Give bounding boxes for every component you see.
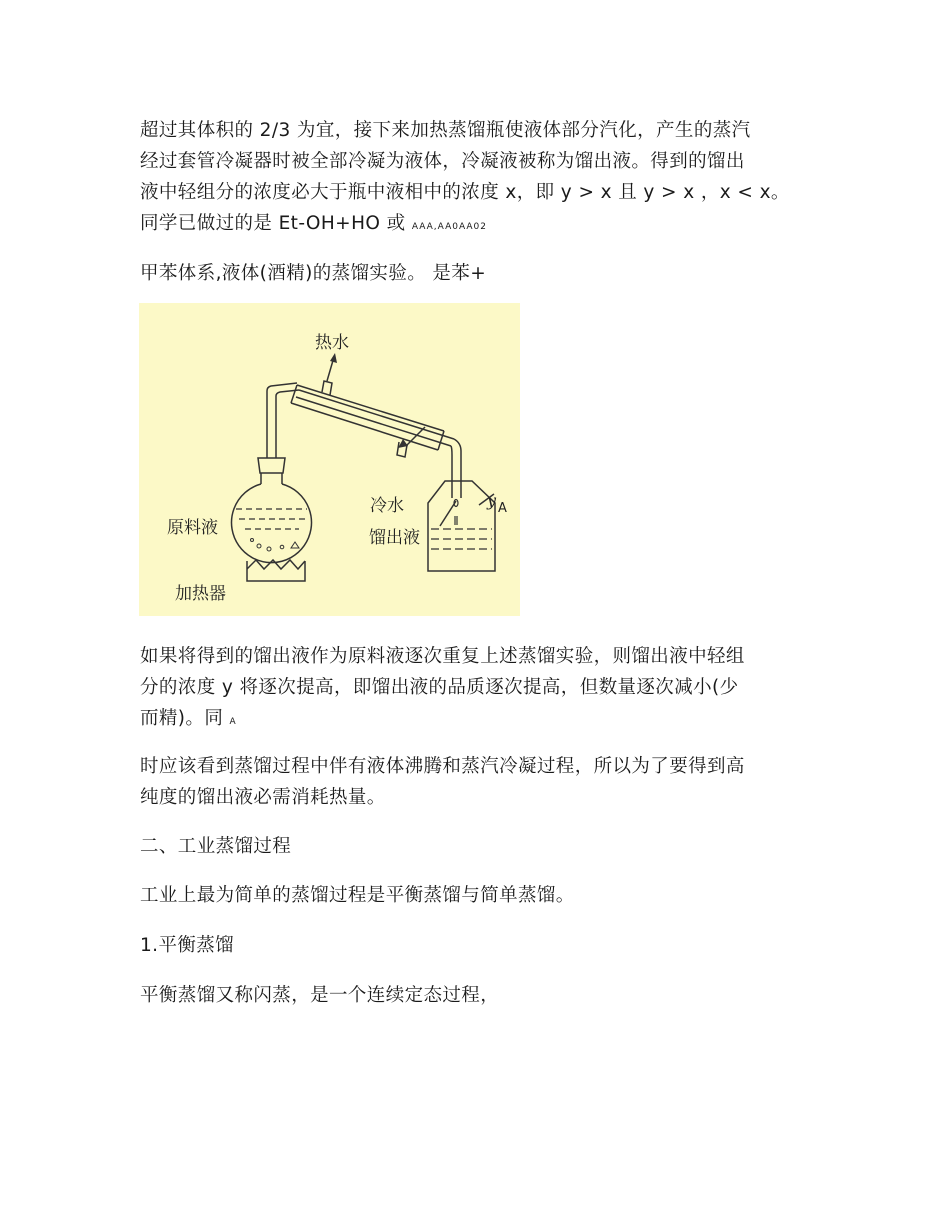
heater-label: 加热器 <box>175 584 226 604</box>
text-line: 时应该看到蒸馏过程中伴有液体沸腾和蒸汽冷凝过程，所以为了要得到高 <box>140 756 745 777</box>
paragraph-intro <box>140 115 820 243</box>
text-line: 纯度的馏出液必需消耗热量。 <box>140 787 386 808</box>
text-line: 液中轻组分的浓度必大于瓶中液相中的浓度 x，即 y > x 且 y > x ，x < x。 <box>140 182 790 203</box>
distillate-label: 馏出液 <box>369 528 420 548</box>
text-line: 经过套管冷凝器时被全部冷凝为液体，冷凝液被称为馏出液。得到的馏出 <box>140 151 745 172</box>
paragraph-flash-definition: 平衡蒸馏又称闪蒸，是一个连续定态过程， <box>140 985 500 1006</box>
distillation-apparatus-figure <box>139 303 520 616</box>
cold-water-label: 冷水 <box>370 496 404 516</box>
text-fragment: 同学已做过的是 Et-OH+HO 或 <box>140 213 406 234</box>
text-line <box>140 208 820 243</box>
paragraph-repeat-distillation <box>140 641 820 738</box>
subscript-text: AAA,AA0AA02 <box>411 222 487 232</box>
subsection-heading-equilibrium: 1.平衡蒸馏 <box>140 935 235 956</box>
paragraph-industrial-intro: 工业上最为简单的蒸馏过程是平衡蒸馏与简单蒸馏。 <box>140 885 575 906</box>
paragraph-heat-consumption <box>140 751 820 813</box>
subscript-text: A <box>229 717 237 727</box>
y-symbol-label: y <box>487 491 497 510</box>
paragraph-experiment: 甲苯体系,液体(酒精)的蒸馏实验。 是苯+ <box>140 263 487 284</box>
section-heading-industrial: 二、工业蒸馏过程 <box>140 836 292 857</box>
feed-liquid-label: 原料液 <box>167 518 218 538</box>
text-line: 分的浓度 y 将逐次提高，即馏出液的品质逐次提高，但数量逐次减小(少 <box>140 677 739 698</box>
text-line: 如果将得到的馏出液作为原料液逐次重复上述蒸馏实验，则馏出液中轻组 <box>140 646 745 667</box>
text-line <box>140 703 820 738</box>
a-subscript-label: A <box>498 501 507 516</box>
text-fragment: 而精)。同 <box>140 708 224 729</box>
text-line: 超过其体积的 2/3 为宜，接下来加热蒸馏瓶使液体部分汽化，产生的蒸汽 <box>140 120 751 141</box>
hot-water-label: 热水 <box>315 333 349 353</box>
